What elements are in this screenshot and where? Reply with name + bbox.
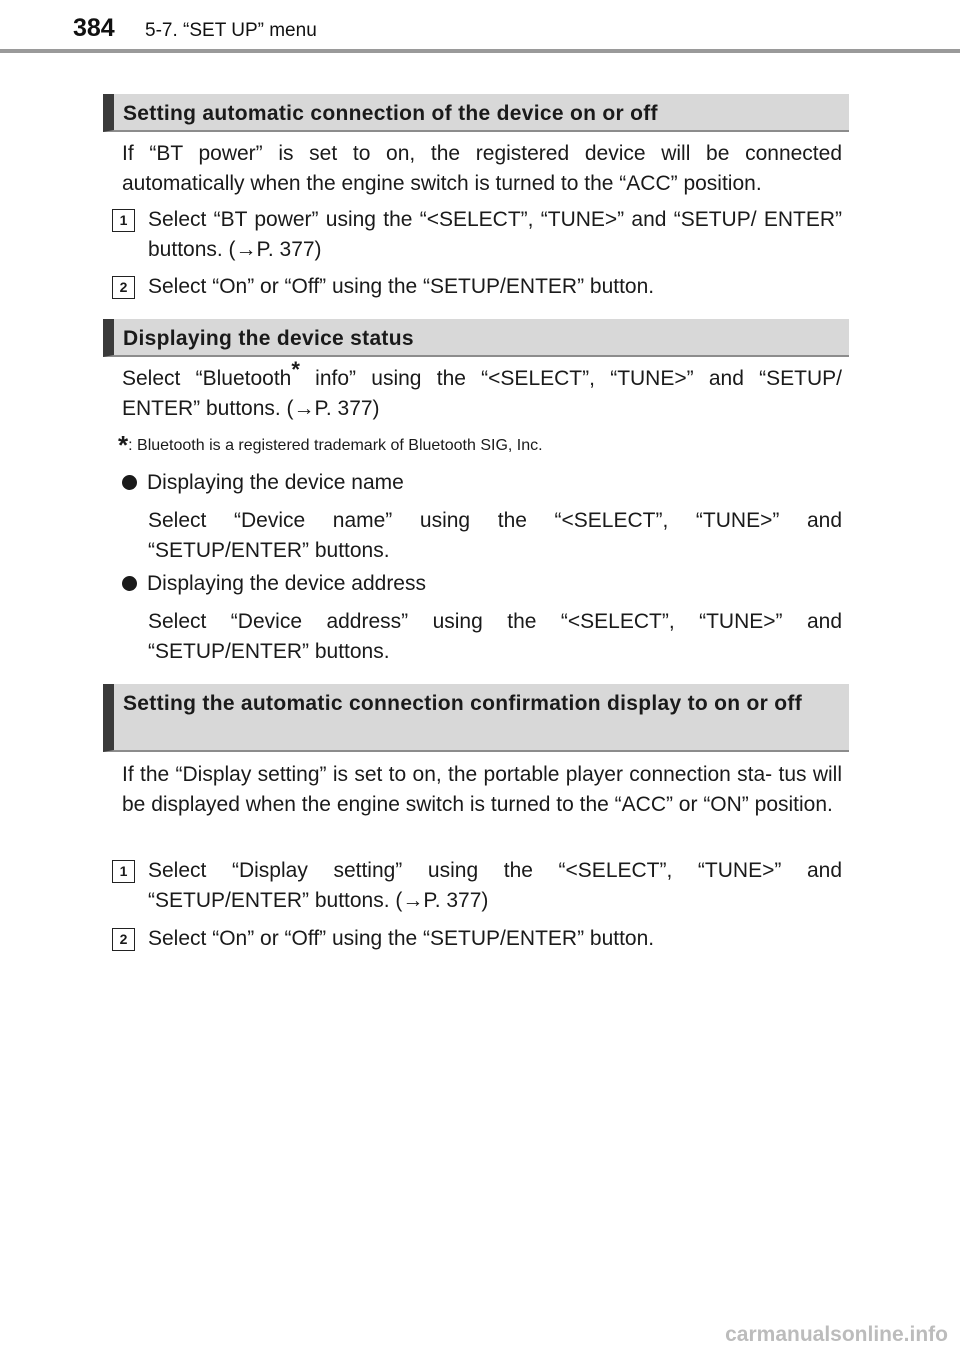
section-heading-confirmation-display: Setting the automatic connection confirmation display to on or off bbox=[103, 684, 849, 752]
section-heading-device-status: Displaying the device status bbox=[103, 319, 849, 357]
bullet-device-name: Displaying the device name bbox=[122, 468, 404, 498]
step-number-badge: 2 bbox=[112, 276, 135, 299]
section1-intro: If “BT power” is set to on, the registered device will be connected automatically when the engine switch is turned to the “ACC” position. bbox=[122, 142, 842, 195]
section-heading-auto-connection: Setting automatic connection of the device on or off bbox=[103, 94, 849, 132]
bullet-device-name-text: Select “Device name” using the “<SELECT”, “TUNE>” and “SETUP/ENTER” buttons. bbox=[148, 509, 842, 562]
bullet-dot-icon bbox=[122, 475, 137, 490]
step-number-badge: 1 bbox=[112, 209, 135, 232]
footnote bbox=[118, 430, 543, 461]
bullet-dot-icon bbox=[122, 576, 137, 591]
section3-step-1 bbox=[112, 856, 842, 916]
section3-step-2 bbox=[112, 924, 842, 984]
footnote-text: : Bluetooth is a registered trademark of Bluetooth SIG, Inc. bbox=[128, 437, 543, 454]
watermark: carmanualsonline.info bbox=[725, 1323, 948, 1346]
step-text: Select “BT power” using the “<SELECT”, “TUNE>” and “SETUP/ ENTER” buttons. (→P. 377) bbox=[148, 208, 842, 261]
bullet-device-address-text: Select “Device address” using the “<SELECT”, “TUNE>” and “SETUP/ENTER” buttons. bbox=[148, 610, 842, 663]
step-number-badge: 2 bbox=[112, 928, 135, 951]
chapter-title: 5-7. “SET UP” menu bbox=[145, 20, 317, 41]
page-number: 384 bbox=[73, 14, 115, 42]
page-header bbox=[0, 0, 960, 80]
footnote-marker: * bbox=[291, 357, 300, 382]
section2-intro: Select “Bluetooth* info” using the “<SELECT”, “TUNE>” and “SETUP/ ENTER” buttons. (→P. 377) bbox=[122, 357, 842, 420]
step-text: Select “On” or “Off” using the “SETUP/ENTER” button. bbox=[148, 927, 655, 950]
section3-intro: If the “Display setting” is set to on, the portable player connection sta- tus will be displayed when the engine switch is turned to the “ACC” or “ON” position. bbox=[122, 763, 842, 816]
step-text: Select “Display setting” using the “<SELECT”, “TUNE>” and “SETUP/ENTER” buttons. (→P. 377) bbox=[148, 859, 842, 912]
header-rule bbox=[0, 49, 960, 53]
step-text: Select “On” or “Off” using the “SETUP/ENTER” button. bbox=[148, 275, 655, 298]
step-number-badge: 1 bbox=[112, 860, 135, 883]
bullet-device-address: Displaying the device address bbox=[122, 569, 426, 599]
footnote-asterisk: * bbox=[118, 430, 129, 460]
section1-step-1 bbox=[112, 205, 842, 265]
